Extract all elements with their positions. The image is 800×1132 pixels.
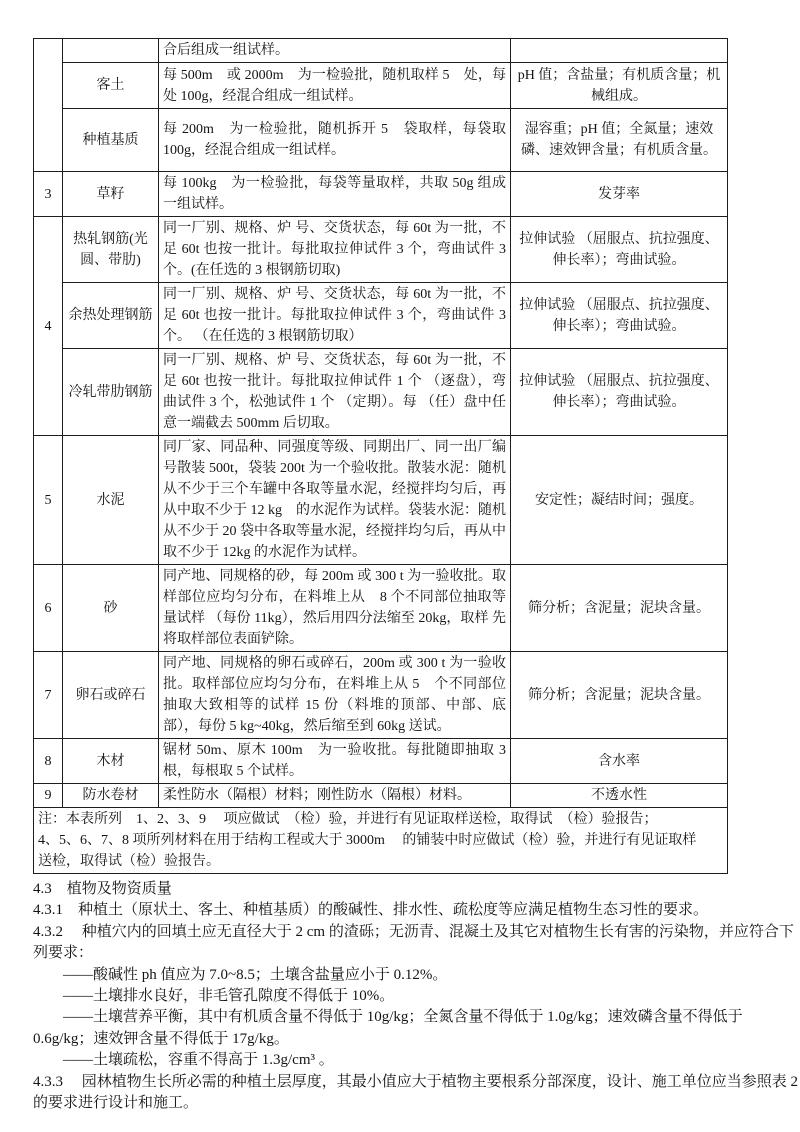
tests-cell: 含水率 bbox=[511, 739, 728, 784]
sampling-cell: 同厂家、同品种、同强度等级、同期出厂、同一出厂编号散装 500t，袋装 200t 为一个验收批。散装水泥：随机从不少于三个车罐中各取等量水泥，经搅拌均匀后，再从中取不少于 12 kg 的水泥作为试样。袋装水泥：随机从不少于 20 袋中各取等量水泥，经搅拌均匀后，再从中取不少于 12kg 的水泥作为试样。 bbox=[159, 436, 511, 565]
material-cell: 冷轧带肋钢筋 bbox=[63, 349, 159, 436]
requirement-item: ——酸碱性 ph 值应为 7.0~8.5；土壤含盐量应小于 0.12%。 bbox=[63, 966, 448, 983]
sampling-cell: 同一厂别、规格、炉 号、交货状态，每 60t 为一批，不足 60t 也按一批计。每批取拉伸试件 1 个 （逐盘），弯曲试件 3 个，松弛试件 1 个 （定期）。每 （任）盘中任意一端截去 500mm 后切取。 bbox=[159, 349, 511, 436]
table-row bbox=[34, 63, 728, 109]
document-page bbox=[33, 38, 799, 1114]
row-number-cell bbox=[34, 39, 63, 172]
table-row bbox=[34, 39, 728, 63]
tests-cell: 安定性；凝结时间；强度。 bbox=[511, 436, 728, 565]
sampling-cell: 同产地、同规格的卵石或碎石，200m 或 300 t 为一验收批。取样部位应均匀分布，在料堆上从 5 个不同部位抽取大致相等的试样 15 份（料堆的顶部、中部、底部），每份 5 kg~40kg，然后缩至到 60kg 送试。 bbox=[159, 652, 511, 739]
sampling-cell: 每 500m 或 2000m 为一检验批，随机取样 5 处，每处 100g，经混合组成一组试样。 bbox=[159, 63, 511, 109]
sampling-cell: 同一厂别、规格、炉 号、交货状态，每 60t 为一批，不足 60t 也按一批计。每批取拉伸试件 3 个，弯曲试件 3 个。 （在任选的 3 根钢筋切取） bbox=[159, 283, 511, 349]
row-number-cell: 4 bbox=[34, 217, 63, 436]
clause-4-3-2: 4.3.2 种植穴内的回填土应无直径大于 2 cm 的渣砾；无沥青、混凝土及其它对植物生长有害的污染物，并应符合下 bbox=[33, 923, 794, 940]
table-row bbox=[34, 217, 728, 283]
requirement-item: ——土壤疏松，容重不得高于 1.3g/cm³ 。 bbox=[63, 1052, 334, 1069]
tests-cell: 发芽率 bbox=[511, 172, 728, 217]
sampling-cell: 柔性防水（隔根）材料；刚性防水（隔根）材料。 bbox=[159, 784, 511, 808]
sampling-cell: 每 200m 为一检验批，随机拆开 5 袋取样，每袋取 100g，经混合组成一组试样。 bbox=[159, 109, 511, 172]
requirement-item: ——土壤排水良好，非毛管孔隙度不得低于 10%。 bbox=[63, 988, 395, 1005]
clause-4-3-2-cont: 列要求： bbox=[33, 945, 94, 962]
note-line: 送检，取得试（检）验报告。 bbox=[38, 854, 220, 869]
requirement-item: ——土壤营养平衡，其中有机质含量不得低于 10g/kg；全氮含量不得低于 1.0g/kg；速效磷含量不得低于 bbox=[63, 1009, 743, 1026]
sampling-cell: 合后组成一组试样。 bbox=[159, 39, 511, 63]
table-row bbox=[34, 565, 728, 652]
material-cell: 热轧钢筋(光圆、带肋) bbox=[63, 217, 159, 283]
table-row bbox=[34, 784, 728, 808]
table-row bbox=[34, 436, 728, 565]
material-cell: 木材 bbox=[63, 739, 159, 784]
clause-4-3-3-cont: 的要求进行设计和施工。 bbox=[33, 1095, 199, 1112]
table-row bbox=[34, 109, 728, 172]
tests-cell bbox=[511, 39, 728, 63]
material-cell: 砂 bbox=[63, 565, 159, 652]
note-line: 注：本表所列 1、2、3、9 项应做试 （检）验，并进行有见证取样送检，取得试 （检）验报告； bbox=[38, 812, 658, 827]
material-cell: 水泥 bbox=[63, 436, 159, 565]
table-row bbox=[34, 652, 728, 739]
material-cell: 防水卷材 bbox=[63, 784, 159, 808]
tests-cell: 拉伸试验 （屈服点、抗拉强度、伸长率）；弯曲试验。 bbox=[511, 349, 728, 436]
tests-cell: 湿容重；pH 值；全氮量；速效磷、速效钾含量；有机质含量。 bbox=[511, 109, 728, 172]
requirement-item-cont: 0.6g/kg；速效钾含量不得低于 17g/kg。 bbox=[33, 1030, 289, 1047]
sampling-cell: 同产地、同规格的砂，每 200m 或 300 t 为一验收批。取样部位应均匀分布，在料堆上从 8 个不同部位抽取等量试样 （每份 11kg），然后用四分法缩至 20kg，取样 先将取样部位表面铲除。 bbox=[159, 565, 511, 652]
clauses-section bbox=[33, 879, 799, 1114]
row-number-cell: 8 bbox=[34, 739, 63, 784]
table-row bbox=[34, 739, 728, 784]
material-cell: 种植基质 bbox=[63, 109, 159, 172]
material-sampling-table bbox=[33, 38, 728, 874]
table-row bbox=[34, 172, 728, 217]
table-note bbox=[34, 808, 728, 874]
table-note-row bbox=[34, 808, 728, 874]
row-number-cell: 9 bbox=[34, 784, 63, 808]
tests-cell: 拉伸试验 （屈服点、抗拉强度、伸长率）；弯曲试验。 bbox=[511, 283, 728, 349]
row-number-cell: 5 bbox=[34, 436, 63, 565]
tests-cell: 不透水性 bbox=[511, 784, 728, 808]
row-number-cell: 7 bbox=[34, 652, 63, 739]
material-cell bbox=[63, 39, 159, 63]
table-row bbox=[34, 283, 728, 349]
tests-cell: 筛分析；含泥量；泥块含量。 bbox=[511, 565, 728, 652]
note-line: 4、5、6、7、8 项所列材料在用于结构工程或大于 3000m 的铺装中时应做试（检）验，并进行有见证取样 bbox=[38, 833, 697, 848]
material-cell: 客土 bbox=[63, 63, 159, 109]
tests-cell: pH 值；含盐量；有机质含量；机械组成。 bbox=[511, 63, 728, 109]
tests-cell: 拉伸试验 （屈服点、抗拉强度、伸长率）；弯曲试验。 bbox=[511, 217, 728, 283]
sampling-cell: 每 100kg 为一检验批，每袋等量取样，共取 50g 组成一组试样。 bbox=[159, 172, 511, 217]
clause-heading: 4.3 植物及物资质量 bbox=[33, 881, 172, 897]
row-number-cell: 3 bbox=[34, 172, 63, 217]
material-cell: 卵石或碎石 bbox=[63, 652, 159, 739]
clause-4-3-1: 4.3.1 种植土（原状土、客土、种植基质）的酸碱性、排水性、疏松度等应满足植物生态习性的要求。 bbox=[33, 902, 709, 919]
row-number-cell: 6 bbox=[34, 565, 63, 652]
sampling-cell: 同一厂别、规格、炉 号、交货状态，每 60t 为一批，不足 60t 也按一批计。每批取拉伸试件 3 个，弯曲试件 3 个。(在任选的 3 根钢筋切取) bbox=[159, 217, 511, 283]
clause-4-3-3: 4.3.3 园林植物生长所必需的种植土层厚度，其最小值应大于植物主要根系分部深度，设计、施工单位应当参照表 2 bbox=[33, 1073, 799, 1090]
table-row bbox=[34, 349, 728, 436]
material-cell: 余热处理钢筋 bbox=[63, 283, 159, 349]
material-cell: 草籽 bbox=[63, 172, 159, 217]
sampling-cell: 锯材 50m、原木 100m 为一验收批。每批随即抽取 3 根，每根取 5 个试样。 bbox=[159, 739, 511, 784]
tests-cell: 筛分析；含泥量；泥块含量。 bbox=[511, 652, 728, 739]
